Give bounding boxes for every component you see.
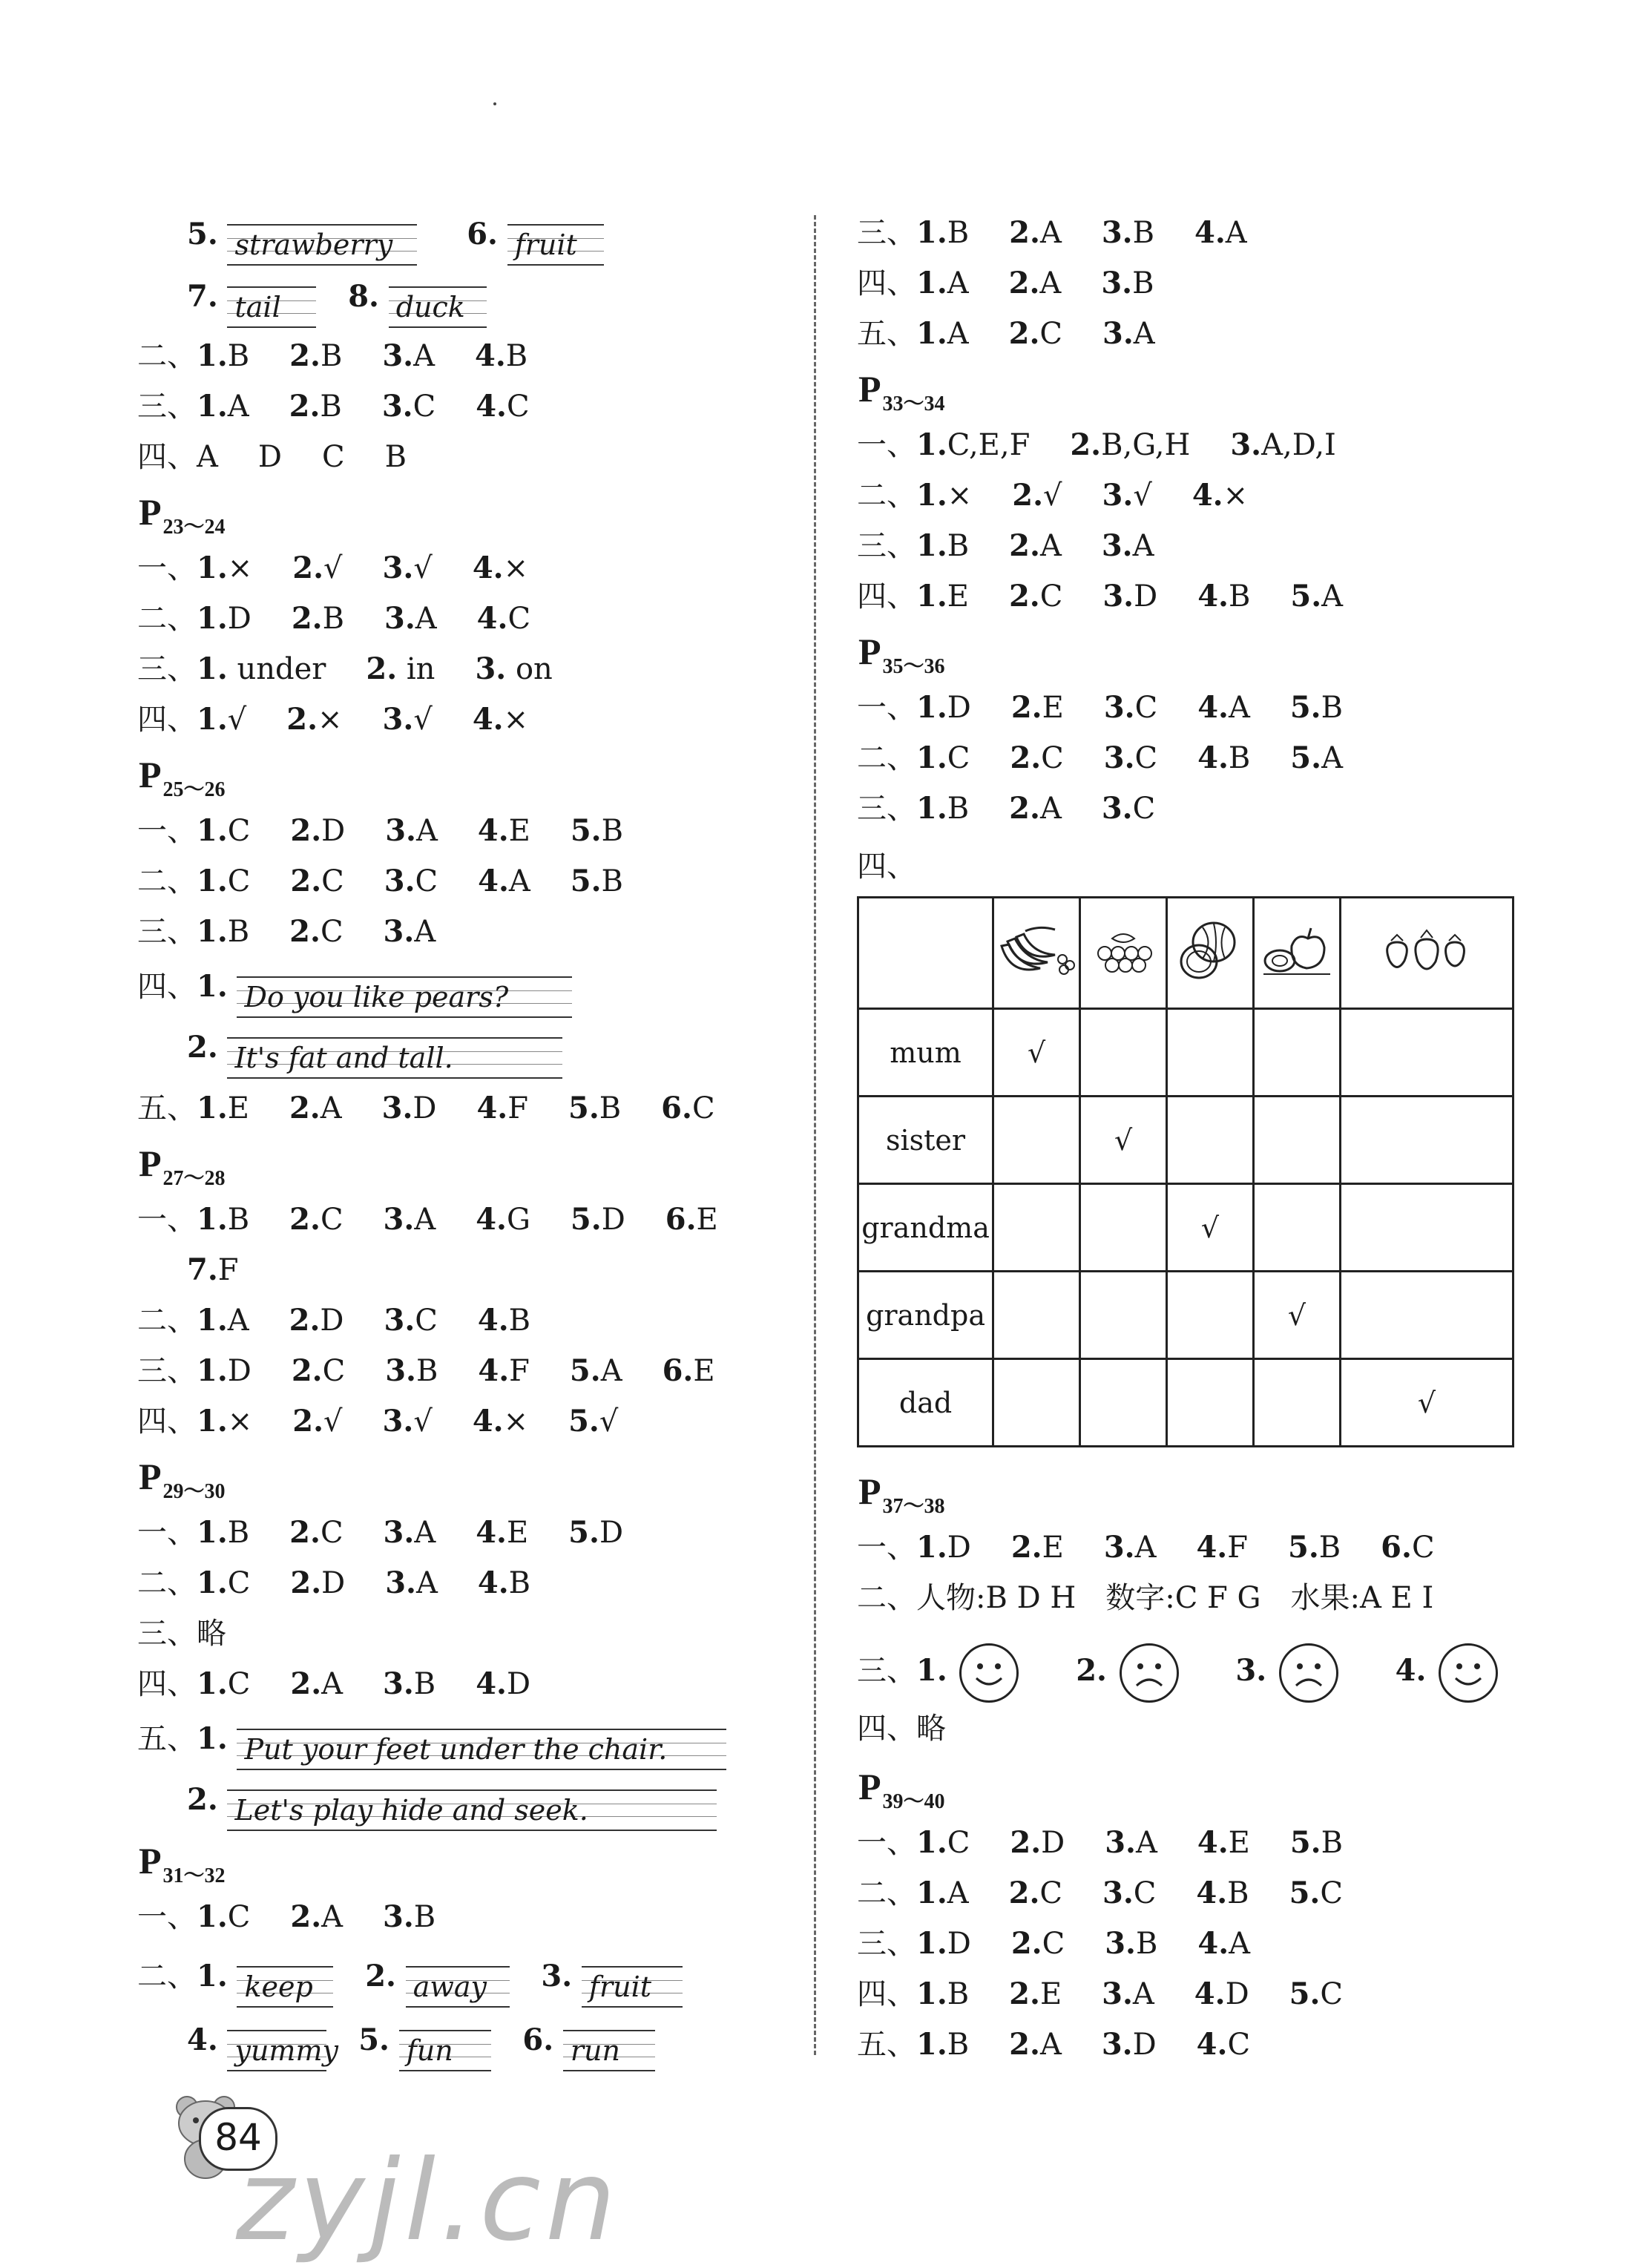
answer-line: 四、A D C B bbox=[137, 440, 407, 474]
speck bbox=[493, 102, 496, 105]
row-label: dad bbox=[858, 1359, 993, 1447]
watermelon-icon bbox=[1167, 898, 1254, 1009]
answer-line: 三、1. 2. 3. 4. bbox=[857, 1640, 1501, 1703]
check-cell: √ bbox=[1080, 1097, 1167, 1184]
section-heading: $P_{35\sim 36}$ bbox=[858, 631, 945, 678]
answer-line: 三、1.D 2.C 3.B 4.A bbox=[857, 1926, 1251, 1961]
answer-line: 一、1.C 2.D 3.A 4.E 5.B bbox=[857, 1825, 1344, 1860]
sad-face-icon bbox=[1120, 1643, 1179, 1703]
answer-line: 二、1.A 2.D 3.C 4.B bbox=[137, 1303, 531, 1338]
answer-line: 二、1.A 2.C 3.C 4.B 5.C bbox=[857, 1876, 1343, 1910]
answer-line: 一、1.B 2.C 3.A 4.E 5.D bbox=[137, 1515, 624, 1550]
check-cell: √ bbox=[993, 1009, 1080, 1097]
table-corner bbox=[858, 898, 993, 1009]
check-cell: √ bbox=[1167, 1184, 1254, 1272]
answer-line: 三、1.B 2.C 3.A bbox=[137, 914, 436, 949]
strawberry-icon bbox=[1341, 898, 1513, 1009]
handwritten-answer: fun bbox=[399, 2030, 491, 2071]
handwritten-answer: Put your feet under the chair. bbox=[237, 1729, 726, 1770]
section-heading: $P_{23\sim 24}$ bbox=[139, 491, 226, 539]
answer-line: 四、略 bbox=[857, 1712, 946, 1746]
handwritten-answer: strawberry bbox=[227, 224, 417, 266]
check-cell: √ bbox=[1341, 1359, 1513, 1447]
grapes-icon bbox=[1080, 898, 1167, 1009]
row-label: grandpa bbox=[858, 1272, 993, 1359]
column-divider bbox=[814, 215, 816, 2055]
answer-line: 2. Let's play hide and seek. bbox=[187, 1779, 717, 1831]
answer-line: 二、1. keep 2. away 3. fruit bbox=[137, 1956, 683, 2008]
handwritten-answer: away bbox=[406, 1966, 510, 2008]
happy-face-icon bbox=[959, 1643, 1019, 1703]
answer-line: 三、1.A 2.B 3.C 4.C bbox=[137, 389, 530, 424]
answer-line: 一、1.D 2.E 3.A 4.F 5.B 6.C bbox=[857, 1530, 1435, 1565]
answer-line: 二、1.× 2.√ 3.√ 4.× bbox=[857, 478, 1249, 513]
answer-line: 五、1. Put your feet under the chair. bbox=[137, 1718, 726, 1770]
watermark: zyjl.cn bbox=[236, 2137, 621, 2266]
handwritten-answer: Do you like pears? bbox=[237, 976, 572, 1018]
handwritten-answer: yummy bbox=[227, 2030, 326, 2071]
happy-face-icon bbox=[1439, 1643, 1498, 1703]
answer-line: 三、1.B 2.A 3.A bbox=[857, 528, 1154, 563]
answer-line: 一、1.C,E,F 2.B,G,H 3.A,D,I bbox=[857, 427, 1336, 462]
answer-line: 二、1.C 2.C 3.C 4.B 5.A bbox=[857, 740, 1343, 775]
section-heading: $P_{29\sim 30}$ bbox=[139, 1456, 226, 1503]
answer-line: 7. tail 8. duck bbox=[187, 276, 487, 328]
answer-line: 三、1.D 2.C 3.B 4.F 5.A 6.E bbox=[137, 1353, 715, 1388]
section-heading: $P_{37\sim 38}$ bbox=[858, 1470, 945, 1518]
section-heading: $P_{39\sim 40}$ bbox=[858, 1766, 945, 1813]
answer-line: 一、1.C 2.D 3.A 4.E 5.B bbox=[137, 813, 624, 848]
answer-line: 7.F bbox=[187, 1252, 239, 1287]
answer-line: 二、1.B 2.B 3.A 4.B bbox=[137, 338, 528, 373]
answer-line: 一、1.C 2.A 3.B bbox=[137, 1899, 436, 1934]
answer-line: 二、1.D 2.B 3.A 4.C bbox=[137, 601, 531, 636]
answer-line: 一、1.D 2.E 3.C 4.A 5.B bbox=[857, 690, 1344, 725]
banana-grapes-icon bbox=[993, 898, 1080, 1009]
answer-line: 二、1.C 2.C 3.C 4.A 5.B bbox=[137, 864, 623, 898]
answer-line: 四、1.A 2.A 3.B bbox=[857, 266, 1154, 300]
answer-line: 五、1.B 2.A 3.D 4.C bbox=[857, 2027, 1251, 2062]
answer-line: 五、1.A 2.C 3.A bbox=[857, 316, 1155, 351]
apple-icon bbox=[1254, 898, 1341, 1009]
answer-line: 四、 bbox=[857, 849, 916, 884]
answer-line: 5. strawberry 6. fruit bbox=[187, 214, 604, 266]
answer-line: 四、1.B 2.E 3.A 4.D 5.C bbox=[857, 1976, 1344, 2011]
answer-line: 2. It's fat and tall. bbox=[187, 1027, 562, 1079]
answer-line: 四、1.√ 2.× 3.√ 4.× bbox=[137, 702, 529, 737]
section-heading: $P_{25\sim 26}$ bbox=[139, 754, 226, 801]
row-label: grandma bbox=[858, 1184, 993, 1272]
row-label: sister bbox=[858, 1097, 993, 1184]
answer-line: 三、1. under 2. in 3. on bbox=[137, 651, 553, 686]
answer-line: 三、1.B 2.A 3.B 4.A bbox=[857, 215, 1247, 250]
section-heading: $P_{27\sim 28}$ bbox=[139, 1143, 226, 1190]
answer-line: 三、1.B 2.A 3.C bbox=[857, 791, 1156, 826]
answer-line: 4. yummy 5. fun 6. run bbox=[187, 2019, 655, 2071]
section-heading: $P_{31\sim 32}$ bbox=[139, 1840, 226, 1887]
handwritten-answer: fruit bbox=[507, 224, 604, 266]
answer-line: 二、1.C 2.D 3.A 4.B bbox=[137, 1565, 531, 1600]
fruit-preference-table bbox=[857, 896, 1514, 1447]
answer-line: 一、1.B 2.C 3.A 4.G 5.D 6.E bbox=[137, 1202, 718, 1237]
answer-line: 四、1.C 2.A 3.B 4.D bbox=[137, 1666, 531, 1701]
handwritten-answer: keep bbox=[237, 1966, 333, 2008]
answer-line: 四、1.E 2.C 3.D 4.B 5.A bbox=[857, 579, 1344, 614]
handwritten-answer: run bbox=[563, 2030, 655, 2071]
answer-line: 四、1.× 2.√ 3.√ 4.× 5.√ bbox=[137, 1404, 619, 1439]
handwritten-answer: duck bbox=[389, 286, 487, 328]
handwritten-answer: Let's play hide and seek. bbox=[227, 1789, 717, 1831]
section-heading: $P_{33\sim 34}$ bbox=[858, 368, 945, 415]
answer-line: 五、1.E 2.A 3.D 4.F 5.B 6.C bbox=[137, 1091, 715, 1125]
answer-line: 一、1.× 2.√ 3.√ 4.× bbox=[137, 550, 529, 585]
page-number: 84 bbox=[199, 2107, 277, 2171]
sad-face-icon bbox=[1279, 1643, 1338, 1703]
row-label: mum bbox=[858, 1009, 993, 1097]
answer-line: 四、1. Do you like pears? bbox=[137, 966, 572, 1018]
answer-line: 三、略 bbox=[137, 1617, 226, 1651]
handwritten-answer: It's fat and tall. bbox=[227, 1037, 562, 1079]
answer-line: 二、人物:B D H 数字:C F G 水果:A E I bbox=[857, 1581, 1434, 1615]
handwritten-answer: fruit bbox=[582, 1966, 683, 2008]
handwritten-answer: tail bbox=[227, 286, 316, 328]
check-cell: √ bbox=[1254, 1272, 1341, 1359]
